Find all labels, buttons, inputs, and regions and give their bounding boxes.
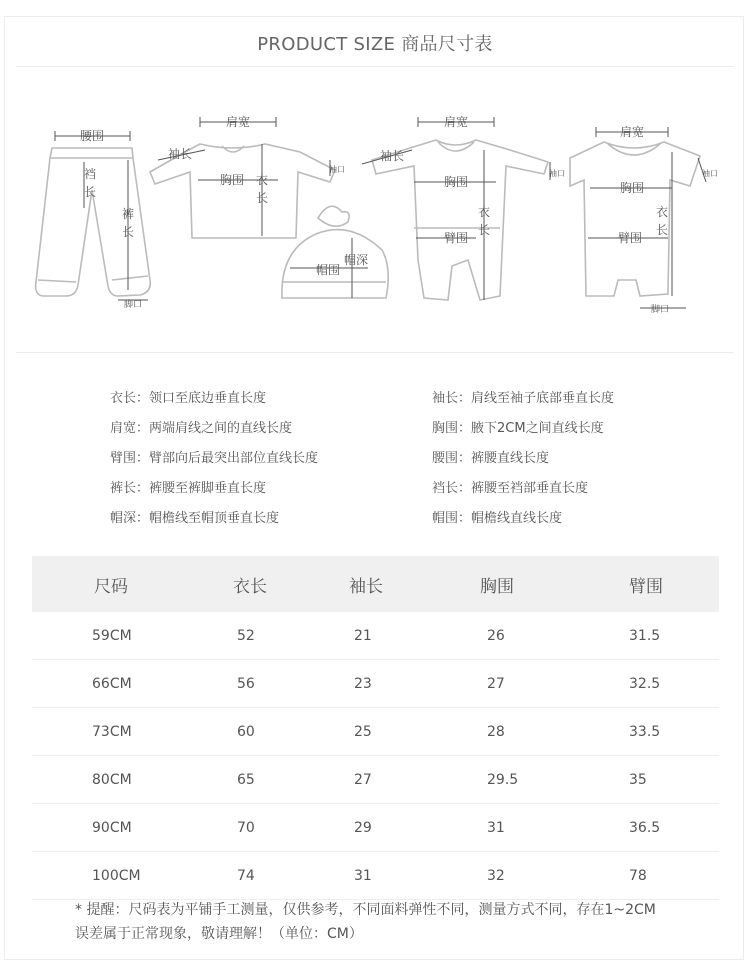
top-chest-label: 胸围: [219, 173, 245, 187]
cell-arm: 31.5: [629, 627, 661, 644]
cell-length: 74: [237, 867, 255, 884]
definition-pants-length: 裤长：裤腰至裤脚垂直长度: [110, 481, 267, 496]
short-romper-outline: [570, 142, 700, 296]
romper-chest-label: 胸围: [443, 175, 469, 189]
definition-arm: 臂围：臂部向后最突出部位直线长度: [110, 451, 319, 466]
hat-outline: [282, 206, 388, 298]
header-length: 衣长: [233, 576, 267, 597]
table-row: [32, 852, 719, 900]
pants-leg-label: 脚口: [123, 300, 143, 310]
page-title: PRODUCT SIZE 商品尺寸表: [257, 34, 493, 55]
cell-arm: 33.5: [629, 723, 661, 740]
garment-diagrams-svg: [0, 100, 750, 330]
cell-sleeve: 25: [354, 723, 372, 740]
measurement-note: [75, 898, 715, 946]
garment-diagrams: [0, 100, 750, 330]
cell-size: 90CM: [92, 819, 132, 836]
cell-arm: 32.5: [629, 675, 661, 692]
measurement-definitions: [110, 390, 670, 528]
table-row: [32, 804, 719, 852]
definition-length: 衣长：领口至底边垂直长度: [110, 391, 267, 406]
header-arm: 臂围: [629, 576, 663, 597]
romper-outline: [372, 140, 548, 300]
romper-length-label-1: 衣: [477, 205, 491, 219]
cell-size: 80CM: [92, 771, 132, 788]
cell-size: 73CM: [92, 723, 132, 740]
table-header: [32, 556, 719, 612]
cell-chest: 28: [487, 723, 505, 740]
cell-chest: 31: [487, 819, 505, 836]
short-romper-length-label-1: 衣: [655, 205, 669, 219]
cell-chest: 29.5: [487, 771, 519, 788]
cell-size: 59CM: [92, 627, 132, 644]
cell-sleeve: 31: [354, 867, 372, 884]
top-shoulder-label: 肩宽: [225, 115, 251, 129]
definition-crotch: 裆长：裤腰至裆部垂直长度: [432, 481, 589, 496]
short-romper-arm-label: 臂围: [617, 231, 643, 245]
header-chest: 胸围: [480, 576, 514, 597]
hat-depth-label: 帽深: [343, 253, 369, 267]
cell-length: 56: [237, 675, 255, 692]
cell-chest: 32: [487, 867, 505, 884]
definition-waist: 腰围：裤腰直线长度: [432, 451, 550, 466]
table-row: [32, 708, 719, 756]
header-size: 尺码: [94, 576, 128, 597]
top-cuff-label: 袖口: [329, 165, 345, 174]
definition-hat-depth: 帽深：帽檐线至帽顶垂直长度: [110, 511, 280, 526]
cell-length: 52: [237, 627, 255, 644]
romper-sleeve-label: 袖长: [379, 149, 405, 163]
pants-crotch-label-1: 裆: [83, 167, 97, 181]
cell-length: 70: [237, 819, 255, 836]
cell-arm: 36.5: [629, 819, 661, 836]
cell-sleeve: 23: [354, 675, 372, 692]
cell-size: 100CM: [92, 867, 141, 884]
table-row: [32, 756, 719, 804]
cell-sleeve: 29: [354, 819, 372, 836]
pants-crotch-label-2: 长: [83, 185, 97, 199]
definition-sleeve: 袖长：肩线至袖子底部垂直长度: [432, 391, 615, 406]
top-length-label-1: 衣: [255, 173, 269, 187]
top-length-label-2: 长: [255, 191, 269, 205]
cell-arm: 78: [629, 867, 647, 884]
note-line-1: * 提醒：尺码表为平铺手工测量，仅供参考，不同面料弹性不同，测量方式不同，存在1~2CM: [75, 902, 656, 918]
definition-hat-brim: 帽围：帽檐线直线长度: [432, 511, 563, 526]
hat-brim-label: 帽围: [315, 263, 341, 277]
definition-shoulder: 肩宽：两端肩线之间的直线长度: [110, 421, 293, 436]
cell-chest: 27: [487, 675, 505, 692]
definition-chest: 胸围：腋下2CM之间直线长度: [432, 421, 604, 436]
divider-top: [16, 66, 734, 67]
cell-sleeve: 27: [354, 771, 372, 788]
romper-arm-label: 臂围: [443, 231, 469, 245]
size-table: [32, 556, 719, 900]
header-sleeve: 袖长: [349, 576, 383, 597]
cell-size: 66CM: [92, 675, 132, 692]
table-row: [32, 612, 719, 660]
note-line-2: 误差属于正常现象，敬请理解！（单位：CM）: [75, 926, 363, 942]
cell-length: 60: [237, 723, 255, 740]
table-row: [32, 660, 719, 708]
cell-chest: 26: [487, 627, 505, 644]
short-romper-shoulder-label: 肩宽: [619, 125, 645, 139]
romper-length-label-2: 长: [477, 223, 491, 237]
divider-middle: [16, 352, 734, 353]
top-sleeve-label: 袖长: [167, 147, 193, 161]
short-romper-cuff-label: 袖口: [702, 169, 718, 178]
pants-length-label-2: 长: [121, 225, 135, 239]
cell-length: 65: [237, 771, 255, 788]
short-romper-leg-label: 脚口: [650, 305, 670, 315]
pants-length-label-1: 裤: [121, 207, 135, 221]
cell-arm: 35: [629, 771, 647, 788]
romper-shoulder-label: 肩宽: [443, 115, 469, 129]
pants-waist-label: 腰围: [79, 129, 105, 143]
romper-cuff-label: 袖口: [549, 169, 565, 178]
cell-sleeve: 21: [354, 627, 372, 644]
short-romper-length-label-2: 长: [655, 223, 669, 237]
short-romper-chest-label: 胸围: [619, 181, 645, 195]
